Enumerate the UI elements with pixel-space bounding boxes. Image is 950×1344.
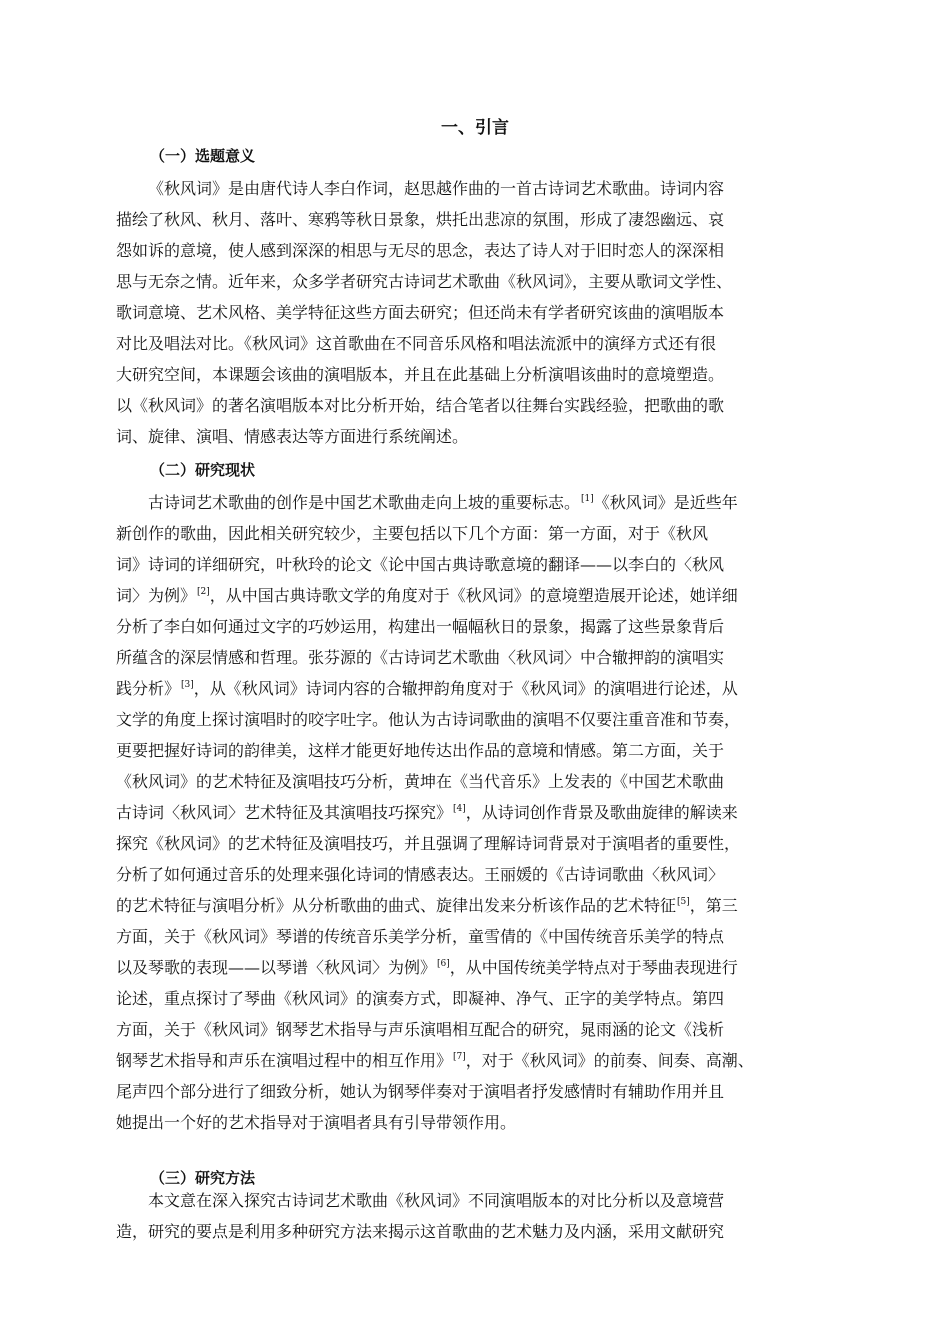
text-run: 《秋风词》是由唐代诗人李白作词，赵思越作曲的一首古诗词艺术歌曲。诗词内容 bbox=[148, 179, 725, 198]
subsection-heading-significance: （一）选题意义 bbox=[150, 147, 256, 165]
text-line bbox=[116, 359, 876, 390]
text-run: 方面，关于《秋风词》琴谱的传统音乐美学分析，童雪倩的《中国传统音乐美学的特点 bbox=[116, 927, 725, 946]
text-run: 怨如诉的意境，使人感到深深的相思与无尽的思念，表达了诗人对于旧时恋人的深深相 bbox=[116, 241, 725, 260]
text-line bbox=[116, 828, 876, 859]
text-run: ，从《秋风词》诗词内容的合辙押韵角度对于《秋风词》的演唱进行论述，从 bbox=[193, 679, 738, 698]
text-run: 所蕴含的深层情感和哲理。张芬源的《古诗词艺术歌曲〈秋风词〉中合辙押韵的演唱实 bbox=[116, 648, 725, 667]
subsection-heading-methods: （三）研究方法 bbox=[150, 1169, 256, 1187]
citation-marker: [1] bbox=[581, 494, 594, 504]
citation-marker: [2] bbox=[197, 587, 210, 597]
text-run: 践分析》 bbox=[116, 679, 181, 698]
text-line bbox=[116, 890, 876, 921]
text-run: 思与无奈之情。近年来，众多学者研究古诗词艺术歌曲《秋风词》，主要从歌词文学性、 bbox=[116, 272, 733, 291]
text-line bbox=[116, 580, 876, 611]
text-run: 方面，关于《秋风词》钢琴艺术指导与声乐演唱相互配合的研究，晁雨涵的论文《浅析 bbox=[116, 1020, 725, 1039]
text-line bbox=[116, 1076, 876, 1107]
text-run: 更要把握好诗词的韵律美，这样才能更好地传达出作品的意境和情感。第二方面，关于 bbox=[116, 741, 725, 760]
text-run: 《秋风词》是近些年 bbox=[593, 493, 738, 512]
citation-marker: [4] bbox=[453, 804, 466, 814]
text-run: 的艺术特征与演唱分析》从分析歌曲的曲式、旋律出发来分析该作品的艺术特征 bbox=[116, 896, 677, 915]
text-line bbox=[116, 1107, 876, 1138]
text-line bbox=[116, 487, 876, 518]
citation-marker: [7] bbox=[453, 1052, 466, 1062]
paragraph-research-status bbox=[116, 487, 876, 1138]
text-line bbox=[116, 204, 876, 235]
text-line bbox=[116, 390, 876, 421]
text-run: 她提出一个好的艺术指导对于演唱者具有引导带领作用。 bbox=[116, 1113, 517, 1132]
citation-marker: [6] bbox=[437, 959, 450, 969]
text-line bbox=[116, 642, 876, 673]
text-run: 钢琴艺术指导和声乐在演唱过程中的相互作用》 bbox=[116, 1051, 453, 1070]
text-run: 以及琴歌的表现——以琴谱〈秋风词〉为例》 bbox=[116, 958, 437, 977]
subsection-heading-status: （二）研究现状 bbox=[150, 461, 256, 479]
text-line bbox=[116, 173, 876, 204]
text-run: ，第三 bbox=[689, 896, 738, 915]
text-line bbox=[116, 611, 876, 642]
text-line bbox=[116, 421, 876, 452]
text-run: 大研究空间，本课题会该曲的演唱版本，并且在此基础上分析演唱该曲时的意境塑造。 bbox=[116, 365, 725, 384]
text-run: 词〉为例》 bbox=[116, 586, 197, 605]
text-line bbox=[116, 328, 876, 359]
text-line bbox=[116, 766, 876, 797]
text-run: 分析了李白如何通过文字的巧妙运用，构建出一幅幅秋日的景象，揭露了这些景象背后 bbox=[116, 617, 725, 636]
citation-marker: [3] bbox=[181, 680, 194, 690]
text-run: 描绘了秋风、秋月、落叶、寒鸦等秋日景象，烘托出悲凉的氛围，形成了凄怨幽远、哀 bbox=[116, 210, 725, 229]
text-line bbox=[116, 735, 876, 766]
text-run: 文学的角度上探讨演唱时的咬字吐字。他认为古诗词歌曲的演唱不仅要注重音准和节奏， bbox=[116, 710, 741, 729]
text-line bbox=[116, 673, 876, 704]
text-run: 新创作的歌曲，因此相关研究较少，主要包括以下几个方面：第一方面，对于《秋风 bbox=[116, 524, 709, 543]
text-run: 古诗词〈秋风词〉艺术特征及其演唱技巧探究》 bbox=[116, 803, 453, 822]
text-line bbox=[116, 549, 876, 580]
text-line bbox=[116, 1014, 876, 1045]
text-run: ，对于《秋风词》的前奏、间奏、高潮、 bbox=[465, 1051, 754, 1070]
text-line bbox=[116, 297, 876, 328]
text-line bbox=[116, 983, 876, 1014]
text-line bbox=[116, 704, 876, 735]
paragraph-significance bbox=[116, 173, 876, 452]
text-line bbox=[116, 518, 876, 549]
text-run: 分析了如何通过音乐的处理来强化诗词的情感表达。王丽媛的《古诗词歌曲〈秋风词〉 bbox=[116, 865, 725, 884]
text-line bbox=[116, 1045, 876, 1076]
text-line bbox=[116, 952, 876, 983]
text-run: 论述，重点探讨了琴曲《秋风词》的演奏方式，即凝神、净气、正字的美学特点。第四 bbox=[116, 989, 725, 1008]
text-run: 本文意在深入探究古诗词艺术歌曲《秋风词》不同演唱版本的对比分析以及意境营 bbox=[148, 1191, 725, 1210]
text-run: 词》诗词的详细研究，叶秋玲的论文《论中国古典诗歌意境的翻译——以李白的〈秋风 bbox=[116, 555, 725, 574]
text-run: 尾声四个部分进行了细致分析，她认为钢琴伴奏对于演唱者抒发感情时有辅助作用并且 bbox=[116, 1082, 725, 1101]
citation-marker: [5] bbox=[677, 897, 690, 907]
text-line bbox=[116, 266, 876, 297]
text-line bbox=[116, 1216, 876, 1247]
text-run: 对比及唱法对比。《秋风词》这首歌曲在不同音乐风格和唱法流派中的演绎方式还有很 bbox=[116, 334, 717, 353]
text-run: 造，研究的要点是利用多种研究方法来揭示这首歌曲的艺术魅力及内涵，采用文献研究 bbox=[116, 1222, 725, 1241]
text-run: 词、旋律、演唱、情感表达等方面进行系统阐述。 bbox=[116, 427, 469, 446]
text-run: 探究《秋风词》的艺术特征及演唱技巧，并且强调了理解诗词背景对于演唱者的重要性， bbox=[116, 834, 741, 853]
text-line bbox=[116, 1185, 876, 1216]
text-run: 古诗词艺术歌曲的创作是中国艺术歌曲走向上坡的重要标志。 bbox=[148, 493, 581, 512]
text-line bbox=[116, 859, 876, 890]
text-run: ，从中国古典诗歌文学的角度对于《秋风词》的意境塑造展开论述，她详细 bbox=[209, 586, 738, 605]
text-run: 歌词意境、艺术风格、美学特征这些方面去研究；但还尚未有学者研究该曲的演唱版本 bbox=[116, 303, 725, 322]
paragraph-research-methods bbox=[116, 1185, 876, 1247]
text-run: 《秋风词》的艺术特征及演唱技巧分析，黄坤在《当代音乐》上发表的《中国艺术歌曲 bbox=[116, 772, 725, 791]
text-line bbox=[116, 235, 876, 266]
text-line bbox=[116, 797, 876, 828]
text-run: ，从中国传统美学特点对于琴曲表现进行 bbox=[449, 958, 738, 977]
text-line bbox=[116, 921, 876, 952]
text-run: 以《秋风词》的著名演唱版本对比分析开始，结合笔者以往舞台实践经验，把歌曲的歌 bbox=[116, 396, 725, 415]
section-title: 一、引言 bbox=[441, 118, 509, 138]
text-run: ，从诗词创作背景及歌曲旋律的解读来 bbox=[465, 803, 738, 822]
